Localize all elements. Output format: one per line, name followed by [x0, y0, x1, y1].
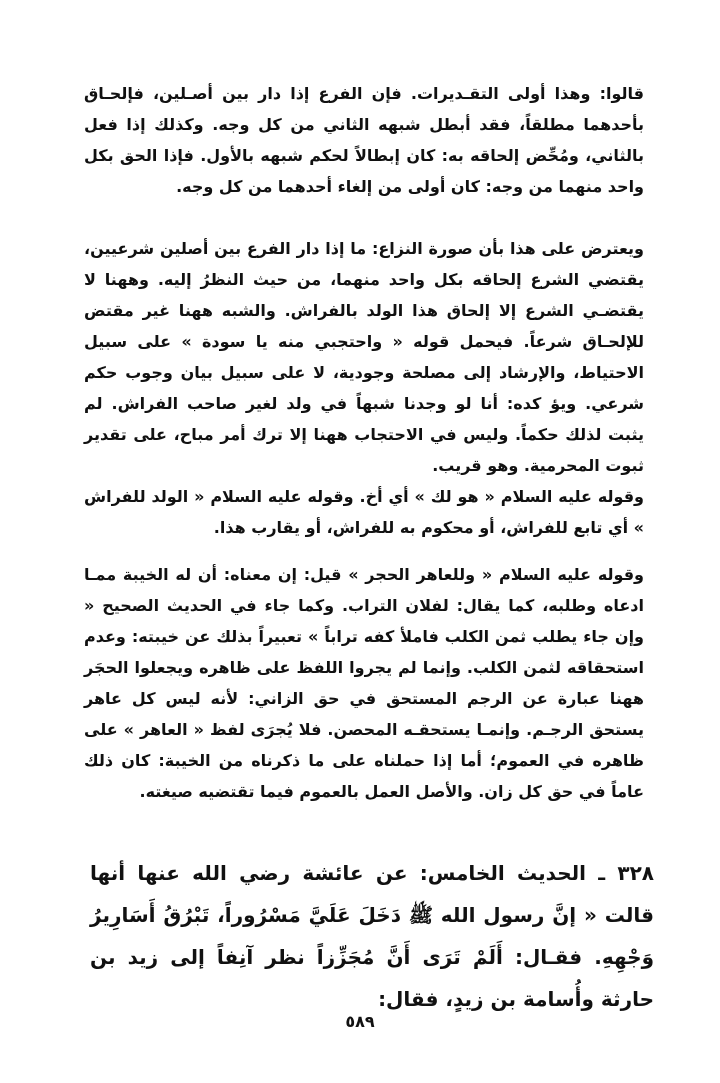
paragraph-4: وقوله عليه السلام « وللعاهر الحجر » قيل: إن معناه: أن له الخيبة ممـا ادعاه وطلبه، كما يقال: لفلان التراب. وكما جاء في الحديث الصحيح « وإن جاء يطلب ثمن الكلب فاملأ كفه تراباً » تعبيراً بذلك عن خيبته: وعدم استحقاقه لثمن الكلب. وإنما لم يجروا اللفظ على ظاهره ويجعلوا الحجَر ههنا عبارة عن الرجم المستحق في حق الزاني: لأنه ليس كل عاهر يستحق الرجـم. وإنمـا يستحقـه المحصن. فلا يُجرَى لفظ « العاهر » على ظاهره في العموم؛ أما إذا حملناه على ما ذكرناه من الخيبة: كان ذلك عاماً في حق كل زان. والأصل العمل بالعموم فيما تقتضيه صيغته. — [84, 565, 644, 801]
paragraph-1: قالوا: وهذا أولى التقـديرات. فإن الفرع إذا دار بين أصـلين، فإلحـاق بأحدهما مطلقاً، فقد أبطل شبهه الثاني من كل وجه. وكذلك إذا فعل بالثاني، ومُحِّض إلحاقه به: كان إبطالاً لحكم شبهه بالأول. فإذا الحق بكل واحد منهما من وجه: كان أولى من إلغاء أحدهما من كل وجه. — [84, 84, 644, 196]
hadith-text: ٣٢٨ ـ الحديث الخامس: عن عائشة رضي الله عنها أنها قالت « إنَّ رسول الله ﷺ دَخَلَ عَلَيَّ مَسْرُوراً، تَبْرُقُ أَسَارِيرُ وَجْهِهِ. فقـال: أَلَمْ تَرَى أَنَّ مُجَزِّزاً نظر آنِفاً إلى زيد بن حارثة وأُسامة بن زيدٍ، فقال: — [90, 861, 654, 1011]
page-number: ٥٨٩ — [345, 1012, 375, 1031]
paragraph-3: وقوله عليه السلام « هو لك » أي أخ. وقوله عليه السلام « الولد للفراش » أي تابع للفراش، أو محكوم به للفراش، أو يقارب هذا. — [84, 487, 644, 537]
paragraph-2: ويعترض على هذا بأن صورة النزاع: ما إذا دار الفرع بين أصلين شرعيين، يقتضي الشرع إلحاقه بكل واحد منهما، من حيث النظرُ إليه. وههنا لا يقتضـي الشرع إلا إلحاق هذا الولد بالفراش. والشبه ههنا غير مقتض للإلحـاق شرعاً. فيحمل قوله « واحتجبي منه يا سودة » على سبيل الاحتياط، والإرشاد إلى مصلحة وجودية، لا على سبيل بيان وجوب حكم شرعي. ويؤ كده: أنا لو وجدنا شبهاً في ولد لغير صاحب الفراش. لم يثبت لذلك حكماً. وليس في الاحتجاب ههنا إلا ترك أمر مباح، على تقدير ثبوت المحرمية. وهو قريب. — [84, 239, 644, 475]
